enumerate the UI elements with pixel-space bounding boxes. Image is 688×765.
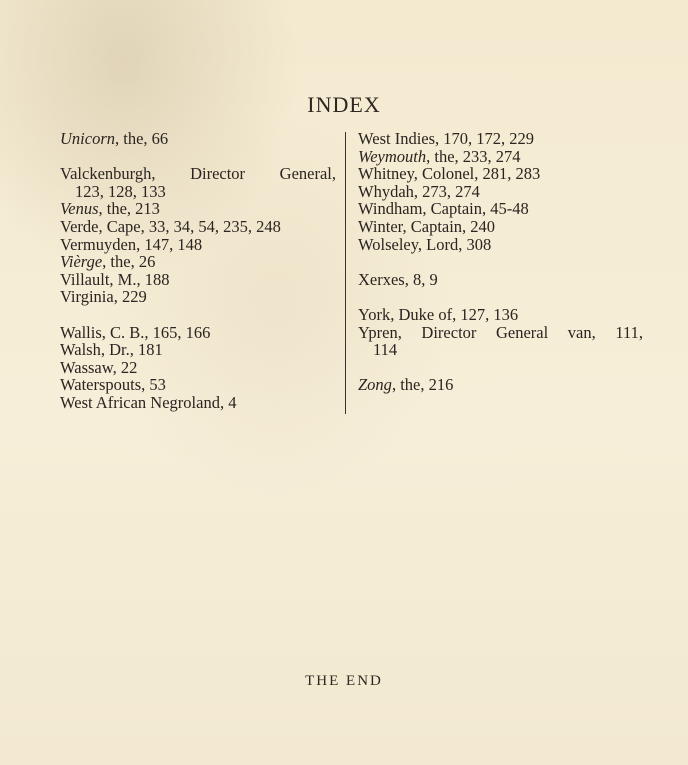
index-entry-name: Wolseley, Lord, 308 [358, 234, 492, 254]
index-entry-continuation: 114 [373, 340, 398, 360]
index-entry-name: Unicorn [60, 129, 115, 148]
index-entry-name: Whydah, 273, 274 [358, 181, 480, 201]
index-entry [60, 288, 336, 306]
index-entry-name: Zong [358, 375, 392, 395]
index-entry-pages: , the, 66 [115, 129, 169, 148]
index-entry-name: Whitney, Colonel, 281, 283 [358, 164, 541, 184]
index-entry-pages: , the, 233, 274 [426, 146, 521, 166]
index-entry-name: Xerxes, 8, 9 [358, 269, 438, 289]
index-entry-name: York, Duke of, 127, 136 [358, 304, 519, 324]
index-entry [60, 236, 336, 254]
index-entry [358, 183, 643, 201]
index-entry [60, 394, 336, 412]
index-entry-name: Vermuyden, 147, 148 [60, 234, 203, 254]
index-entry [60, 324, 336, 342]
index-entry-name: West African Negroland, 4 [60, 392, 237, 412]
index-entry [358, 376, 643, 394]
entry-gap [358, 288, 643, 306]
index-entry-name: Windham, Captain, 45-48 [358, 199, 529, 219]
entry-gap [358, 253, 643, 271]
index-entry-name: West Indies, 170, 172, 229 [358, 129, 535, 148]
index-column-right [358, 130, 643, 394]
index-entry [60, 376, 336, 394]
index-entry-name: Waterspouts, 53 [60, 375, 166, 395]
index-entry-name: Verde, Cape, 33, 34, 54, 235, 248 [60, 216, 281, 236]
index-entry [358, 271, 643, 289]
index-entry [358, 165, 643, 183]
index-entry-name: Venus [60, 199, 99, 219]
entry-gap [60, 306, 336, 324]
index-entry-name: Wassaw, 22 [60, 357, 138, 377]
index-entry-name: Winter, Captain, 240 [358, 216, 496, 236]
index-entry-name: Villault, M., 188 [60, 269, 170, 289]
index-column-left [60, 130, 336, 412]
index-entry [358, 200, 643, 218]
index-entry [60, 200, 336, 218]
index-entry [358, 130, 643, 148]
index-entry-pages: , the, 216 [391, 375, 454, 395]
index-entry [358, 236, 643, 254]
index-entry-name: Ypren, Director General van, 111, [358, 322, 643, 342]
index-entry-pages: , the, 26 [102, 252, 156, 272]
index-entry-name: Virginia, 229 [60, 287, 147, 307]
index-entry [60, 253, 336, 271]
the-end-text: THE END [305, 673, 383, 689]
page-title: INDEX [307, 92, 381, 117]
index-entry-name: Wallis, C. B., 165, 166 [60, 322, 211, 342]
index-entry [60, 130, 336, 148]
index-entry [358, 218, 643, 236]
index-entry-pages: , the, 213 [98, 199, 160, 219]
index-entry [60, 218, 336, 236]
index-entry [60, 359, 336, 377]
index-entry-name: Walsh, Dr., 181 [60, 340, 163, 360]
index-entry [358, 324, 643, 342]
index-entry [60, 341, 336, 359]
entry-gap [358, 359, 643, 377]
entry-gap [60, 148, 336, 166]
index-entry [358, 306, 643, 324]
column-divider [345, 132, 346, 414]
index-entry-name: Valckenburgh, Director General, [60, 164, 336, 184]
index-entry [60, 271, 336, 289]
index-entry-continuation: 123, 128, 133 [75, 181, 166, 201]
index-entry-name: Weymouth [358, 146, 427, 166]
index-entry-name: Vièrge [60, 252, 103, 272]
index-entry [358, 148, 643, 166]
index-entry [60, 165, 336, 183]
